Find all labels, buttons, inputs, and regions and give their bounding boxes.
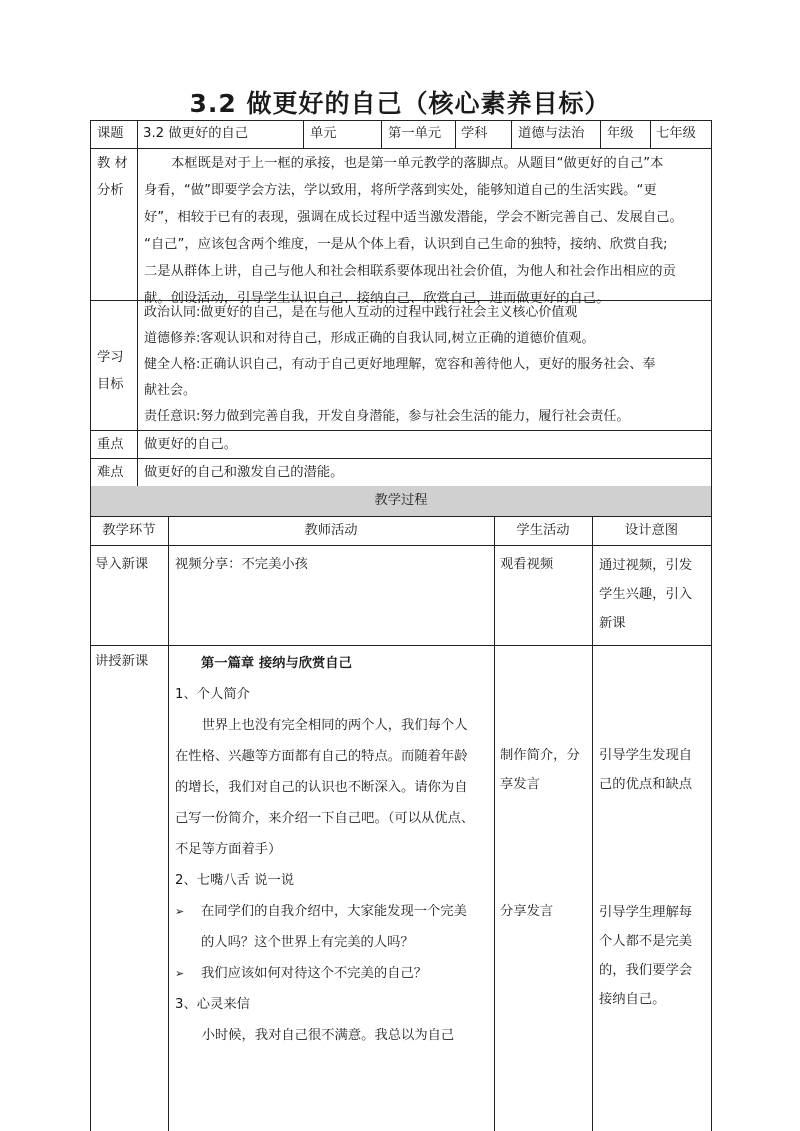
- analysis-label-1: 教 材: [97, 156, 128, 171]
- intent-line: 的，我们要学会: [599, 963, 693, 978]
- objectives-label-1: 学习: [97, 350, 124, 365]
- intro-intent: [599, 551, 709, 638]
- col-divider: [592, 516, 593, 1131]
- bullet-text: 在同学们的自我介绍中，大家能发现一个完美: [201, 904, 467, 919]
- intent-line: 接纳自己。: [599, 992, 666, 1007]
- col-divider: [137, 120, 138, 486]
- intro-stage: 导入新课: [95, 557, 149, 572]
- grade-value: 七年级: [656, 126, 696, 141]
- topic-label: 课题: [97, 126, 124, 141]
- intent-line: 引导学生发现自: [599, 748, 693, 763]
- item3-line: 小时候，我对自己很不满意。我总以为自己: [201, 1028, 455, 1043]
- col-header-teacher: 教师活动: [304, 523, 358, 538]
- col-divider: [168, 516, 169, 1131]
- col-divider: [303, 120, 304, 148]
- unit-label: 单元: [310, 126, 337, 141]
- col-divider: [600, 120, 601, 148]
- page-title: 3.2 做更好的自己（核心素养目标）: [189, 89, 611, 118]
- unit-value: 第一单元: [388, 126, 442, 141]
- analysis-line: 好”，相较于已有的表现，强调在成长过程中适当激发潜能，学会不断完善自己、发展自己。: [144, 210, 683, 225]
- subject-label: 学科: [461, 126, 488, 141]
- col-divider: [650, 120, 651, 148]
- intro-teacher: 视频分享：不完美小孩: [175, 557, 308, 572]
- table-border-left: [90, 486, 91, 1131]
- bullet-arrow-icon: ➢: [175, 905, 185, 918]
- topic-value: 3.2 做更好的自己: [143, 126, 249, 141]
- lecture-teacher-content: [175, 648, 489, 1051]
- item1-line: 的增长，我们对自己的认识也不断深入。请你为自: [175, 780, 468, 795]
- col-divider: [494, 516, 495, 1131]
- intent-line: 个人都不是完美: [599, 934, 693, 949]
- key-point-label: 重点: [97, 437, 124, 452]
- difficulty-label: 难点: [97, 465, 124, 480]
- analysis-line: 献。创设活动，引导学生认识自己、接纳自己、欣赏自己，进而做更好的自己。: [144, 291, 610, 306]
- item1-student: [500, 741, 592, 799]
- table-border-right: [711, 486, 712, 1131]
- analysis-line: “自己”，应该包含两个维度，一是从个体上看，认识到自己生命的独特，接纳、欣赏自我;: [144, 237, 668, 252]
- col-divider: [381, 120, 382, 148]
- item1-intent: [599, 741, 709, 799]
- bullet-text: 我们应该如何对待这个不完美的自己？: [201, 966, 428, 981]
- item1-line: 己写一份简介，来介绍一下自己吧。（可以从优点、: [175, 811, 475, 826]
- analysis-line: 二是从群体上讲，自己与他人和社会相联系要体现出社会价值，为他人和社会作出相应的贡: [144, 264, 676, 279]
- student-line: 享发言: [500, 777, 540, 792]
- chapter-title: 第一篇章 接纳与欣赏自己: [201, 656, 352, 671]
- item1-line: 世界上也没有完全相同的两个人，我们每个人: [201, 718, 468, 733]
- analysis-line: 本框既是对于上一框的承接，也是第一单元教学的落脚点。从题目“做更好的自己”本: [171, 156, 664, 171]
- row-divider: [90, 545, 712, 546]
- col-header-stage: 教学环节: [102, 523, 156, 538]
- col-divider: [511, 120, 512, 148]
- grade-label: 年级: [607, 126, 634, 141]
- item2-title: 2、七嘴八舌 说一说: [175, 873, 295, 888]
- intent-line: 新课: [599, 616, 626, 631]
- item1-line: 不足等方面着手）: [175, 842, 282, 857]
- objective-line: 责任意识:努力做到完善自我，开发自身潜能，参与社会生活的能力，履行社会责任。: [144, 409, 630, 424]
- item2-bullet-2: [175, 958, 489, 989]
- col-divider: [455, 120, 456, 148]
- table-border-right: [711, 120, 712, 486]
- objectives-text: [144, 300, 708, 430]
- row-divider: [90, 645, 712, 646]
- objective-line: 献社会。: [144, 383, 197, 398]
- bullet-arrow-icon: ➢: [175, 967, 185, 980]
- table-border-left: [90, 120, 91, 486]
- subject-value: 道德与法治: [518, 126, 585, 141]
- process-title: 教学过程: [374, 493, 428, 508]
- row-divider: [90, 148, 712, 149]
- bullet-text-cont: 的人吗？这个世界上有完美的人吗？: [201, 935, 414, 950]
- student-line: 制作简介，分: [500, 748, 580, 763]
- analysis-line: 身看，“做”即要学会方法，学以致用，将所学落到实处，能够知道自己的生活实践。“更: [144, 183, 657, 198]
- intent-line: 通过视频，引发: [599, 558, 693, 573]
- intent-line: 学生兴趣，引入: [599, 587, 693, 602]
- intro-student: 观看视频: [500, 557, 554, 572]
- item3-title: 3、心灵来信: [175, 997, 250, 1012]
- item1-line: 在性格、兴趣等方面都有自己的特点。而随着年龄: [175, 749, 468, 764]
- item1-title: 1、个人简介: [175, 687, 250, 702]
- objective-line: 道德修养:客观认识和对待自己，形成正确的自我认同,树立正确的道德价值观。: [144, 331, 595, 346]
- objective-line: 政治认同:做更好的自己，是在与他人互动的过程中践行社会主义核心价值观: [144, 305, 578, 320]
- item2-intent: [599, 898, 709, 1014]
- intent-line: 己的优点和缺点: [599, 777, 693, 792]
- objective-line: 健全人格:正确认识自己，有动于自己更好地理解，宽容和善待他人，更好的服务社会、奉: [144, 357, 656, 372]
- difficulty-value: 做更好的自己和激发自己的潜能。: [144, 465, 344, 480]
- key-point-value: 做更好的自己。: [144, 437, 238, 452]
- lecture-stage: 讲授新课: [95, 654, 149, 669]
- item2-bullet-1: [175, 896, 489, 927]
- intent-line: 引导学生理解每: [599, 905, 693, 920]
- analysis-label-2: 分析: [97, 183, 124, 198]
- col-header-intent: 设计意图: [624, 523, 679, 538]
- item2-student: 分享发言: [500, 904, 554, 919]
- col-header-student: 学生活动: [516, 523, 570, 538]
- objectives-label-2: 目标: [97, 377, 124, 392]
- analysis-text: [144, 150, 708, 312]
